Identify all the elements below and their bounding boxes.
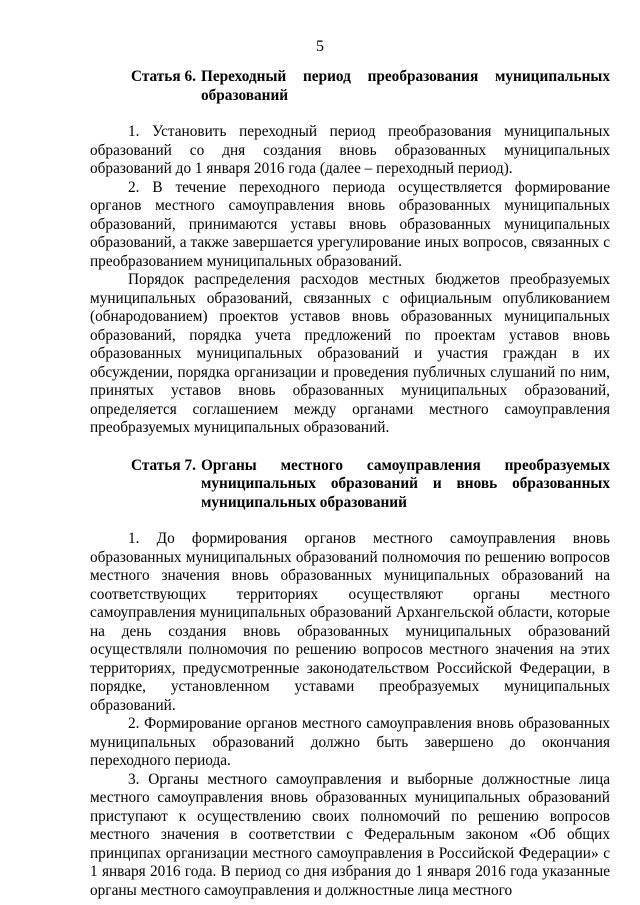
article-7-paragraph: 1. До формирования органов местного самоуправления вновь образованных муниципальных образований полномочия по решению вопросов местного значения вновь образованных муниципальных образований на соответствующих территориях осуществляют органы местного самоуправления муниципальных образований Архангельской области, которые на день создания вновь образованных муниципальных образований осуществляли полномочия по решению вопросов местного значения на этих территориях, предусмотренные законодательством Российской Федерации, в порядке, установленном уставами преобразуемых муниципальных образований. — [90, 530, 610, 714]
article-6-title — [196, 68, 610, 105]
article-7-title-line: Органы местного самоуправления преобразуемых — [200, 456, 610, 474]
article-7-paragraph: 3. Органы местного самоуправления и выборные должностные лица местного самоуправления вновь образованных муниципальных образований приступают к осуществлению своих полномочий по решению вопросов местного значения в соответствии с Федеральным законом «Об общих принципах организации местного самоуправления в Российской Федерации» с 1 января 2016 года. В период со дня избрания до 1 января 2016 года указанные органы местного самоуправления и должностные лица местного — [90, 770, 610, 899]
article-6-title-line: Переходный период преобразования муниципальных — [200, 68, 610, 85]
article-7-title-line: муниципальных образований и вновь образованных — [200, 475, 610, 492]
page-number: 5 — [316, 38, 324, 55]
article-6-paragraph: 2. В течение переходного периода осуществляется формирование органов местного самоуправления вновь образованных муниципальных образований, принимаются уставы вновь образованных муниципальных образований, а также завершается урегулирование иных вопросов, связанных с преобразованием муниципальных образований. — [90, 178, 610, 270]
article-6-paragraph: 1. Установить переходный период преобразования муниципальных образований со дня создания вновь образованных муниципальных образований до 1 января 2016 года (далее – переходный период). — [90, 123, 610, 177]
article-6-heading — [90, 68, 610, 105]
article-6-label: Статья 6. — [131, 68, 196, 85]
article-6-paragraph: Порядок распределения расходов местных бюджетов преобразуемых муниципальных образований, связанных с официальным опубликованием (обнародованием) проектов уставов вновь образованных муниципальных образований, порядка учета предложений по проектам уставов вновь образованных муниципальных образований и участия граждан в их обсуждении, порядка организации и проведения публичных слушаний по ним, принятых уставов вновь образованных муниципальных образований, определяется соглашением между органами местного самоуправления преобразуемых муниципальных образований. — [90, 271, 610, 436]
article-7-title — [196, 457, 610, 513]
article-7-paragraph: 2. Формирование органов местного самоуправления вновь образованных муниципальных образований должно быть завершено до окончания переходного периода. — [90, 715, 610, 769]
article-7-title-line: муниципальных образований — [200, 493, 407, 511]
document-body — [90, 68, 610, 900]
article-7-label: Статья 7. — [131, 456, 196, 474]
article-7-heading — [90, 457, 610, 513]
article-6-title-line: образований — [200, 86, 289, 104]
